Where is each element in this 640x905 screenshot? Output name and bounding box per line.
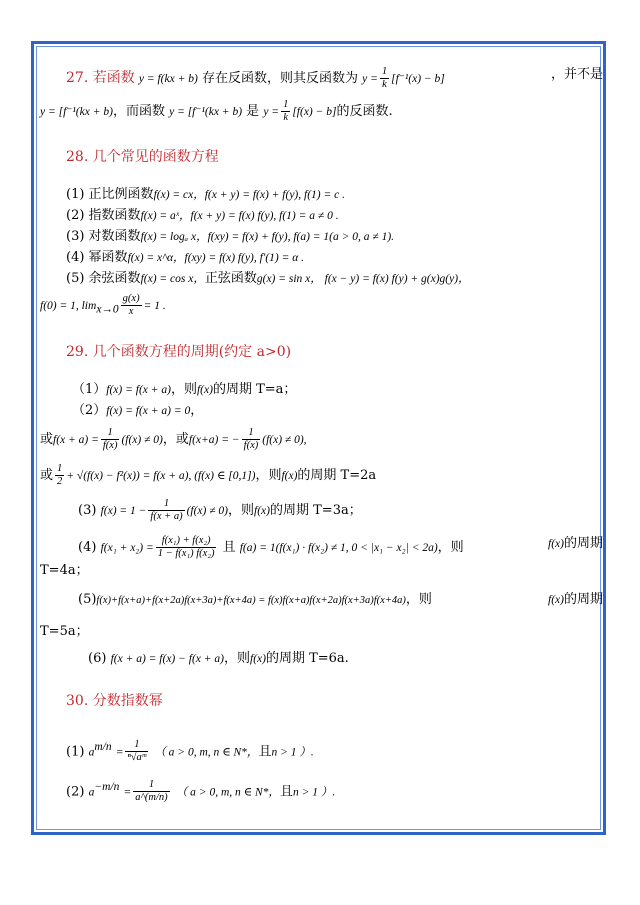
sec28-item-3: (3) 对数函数f(x) = logₐ x，f(xy) = f(x) + f(y), f(a) = 1(a > 0, a ≠ 1). <box>66 229 395 244</box>
sec28-item-5-cont: f(0) = 1, $\lim_{x\to 0}$ $\frac{g(x)}{x}$ = 1 . <box>40 293 166 317</box>
sec29-item-2-alt-b: 或 $\frac{1}{2}$ + √(f(x) − f²(x)) = f(x + a), (f(x) ∈ [0,1])，则f(x)的周期 T=2a <box>40 463 377 487</box>
sec30-item-1: (1) $a^{m/n}$ = $\frac{1}{\text{ⁿ√aᵐ}}$ （ a > 0, m, n ∈ N*，且n > 1 ）. <box>66 739 314 764</box>
sec27-formula-f: y = <box>263 106 280 118</box>
sec30-item-2: (2) $a^{-m/n}$ = $\frac{1}{a\^{}(m/n)}$ （ a > 0, m, n ∈ N*，且n > 1 ）. <box>66 779 336 804</box>
sec27-text-d: 是 <box>246 104 260 119</box>
sec29-item-5: (5)f(x)+f(x+a)+f(x+2a)f(x+3a)+f(x+4a) = f(x)f(x+a)f(x+2a)f(x+3a)f(x+4a)，则 f(x)的周期 <box>78 592 603 607</box>
sec28-item-5: (5) 余弦函数f(x) = cos x，正弦函数g(x) = sin x， f(x − y) = f(x) f(y) + g(x)g(y)， <box>66 271 470 286</box>
sec27-formula-d: y = [f⁻¹(kx + b) <box>40 106 113 118</box>
sec30-fraction-a: $\frac{1}{\text{ⁿ√aᵐ}}$ <box>127 739 147 764</box>
sec27-text-e: 的反函数. <box>336 104 393 119</box>
sec27-text-c: ，而函数 <box>112 104 165 119</box>
sec29-title: 29. 几个函数方程的周期(约定 a>0) <box>66 344 292 360</box>
sec28-title: 28. 几个常见的函数方程 <box>66 149 219 165</box>
sec28-item-2: (2) 指数函数f(x) = aˣ，f(x + y) = f(x) f(y), f(1) = a ≠ 0 . <box>66 208 339 223</box>
sec27-text-b: ，并不是 <box>550 67 603 82</box>
sec27-formula-b: y = <box>362 73 378 85</box>
sec28-item-4: (4) 幂函数f(x) = x^α，f(xy) = f(x) f(y), f′(1) = α . <box>66 250 305 265</box>
sec29-item-2-alt-a: 或f(x + a) = $\frac{1}{f(x)}$ (f(x) ≠ 0)，或f(x+a) = − $\frac{1}{f(x)}$ (f(x) ≠ 0), <box>40 427 307 451</box>
sec27-lead: 27. 若函数 <box>66 70 135 86</box>
sec29-item-5-period: T=5a； <box>40 624 89 639</box>
sec27-formula-c: [f⁻¹(x) − b] <box>391 73 445 85</box>
sec27-formula-a: y = f(kx + b) <box>138 73 198 85</box>
sec29-fraction-b: $\frac{1}{f(x)}$ <box>243 427 259 451</box>
sec29-fraction-d: $\frac{1}{f(x + a)}$ <box>150 498 183 522</box>
sec30-title: 30. 分数指数幂 <box>66 693 163 709</box>
sec27-fraction-b: $\frac{1}{k}$ <box>283 99 289 123</box>
sec27-fraction-a: $\frac{1}{k}$ <box>381 66 388 90</box>
sec27-line1 <box>66 66 603 91</box>
sec27-formula-e: y = [f⁻¹(kx + b) <box>169 106 243 118</box>
sec29-item-6: (6) f(x + a) = f(x) − f(x + a)，则f(x)的周期 T=6a. <box>88 651 349 666</box>
sec29-fraction-e: $\frac{\text{f(x₁) + f(x₂)}}{\text{1 − f(x₁) f(x₂)}}$ <box>157 535 215 559</box>
sec29-fraction-a: $\frac{1}{f(x)}$ <box>102 427 118 451</box>
sec28-item-1: (1) 正比例函数f(x) = cx，f(x + y) = f(x) + f(y), f(1) = c . <box>66 187 345 202</box>
sec27-formula-g: [f(x) − b] <box>292 106 337 118</box>
sec27-text-a: 存在反函数，则其反函数为 <box>201 71 358 86</box>
sec29-item-4: (4) f(x₁ + x₂) = $\frac{\text{f(x₁) + f(x₂)}}{\text{1 − f(x₁) f(x₂)}}$ 且 f(a) = 1(f(x₁) · f(x₂) ≠ 1, 0 < |x₁ − x₂| < 2a)，则 f(x)的周期 <box>78 535 603 559</box>
sec29-item-1: （1）f(x) = f(x + a)，则f(x)的周期 T=a； <box>72 382 297 397</box>
sec29-item-4-period: T=4a； <box>40 563 89 578</box>
sec28-limit-fraction: $\frac{g(x)}{x}$ <box>122 293 140 317</box>
sec29-item-2: （2）f(x) = f(x + a) = 0， <box>72 403 204 418</box>
sec29-item-3: (3) f(x) = 1 − $\frac{1}{f(x + a)}$ (f(x) ≠ 0)，则f(x)的周期 T=3a； <box>78 498 362 522</box>
sec30-fraction-b: $\frac{1}{a\^{}(m/n)}$ <box>135 779 168 804</box>
sec27-line2 <box>40 99 393 124</box>
sec29-fraction-c: $\frac{1}{2}$ <box>57 463 63 487</box>
